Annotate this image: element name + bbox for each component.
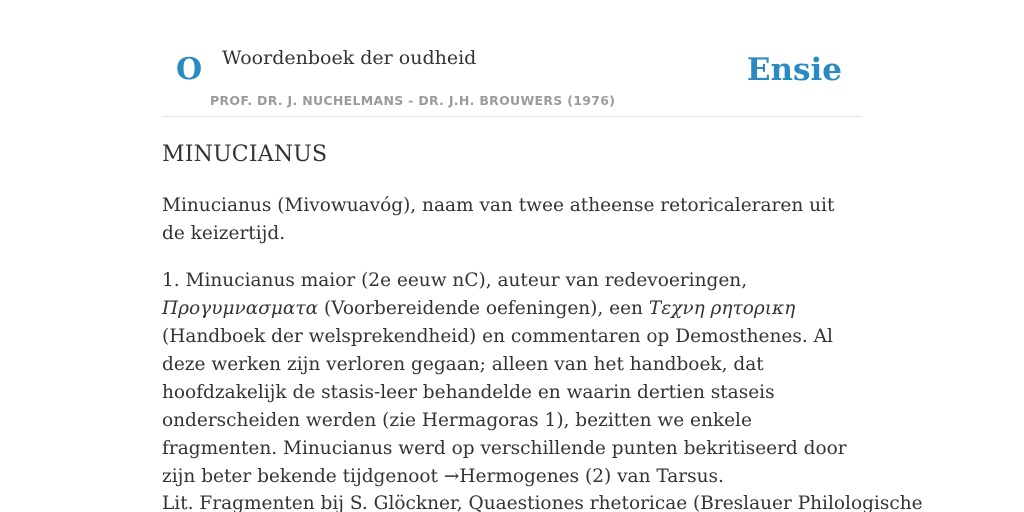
entry-intro: Minucianus (Mivowuavóg), naam van twee atheense retoricaleraren uit de keizertijd.: [162, 195, 835, 244]
literature-line: Lit. Fragmenten bij S. Glöckner, Quaestiones rhetoricae (Breslauer Philologische: [162, 493, 923, 512]
entry-paragraph: [162, 267, 862, 491]
letter-badge[interactable]: O: [176, 52, 203, 87]
paragraph-text: 1. Minucianus maior (2e eeuw nC), auteur van redevoeringen,: [162, 270, 748, 291]
book-title[interactable]: Woordenboek der oudheid: [222, 47, 477, 69]
entry-title: MINUCIANUS: [162, 142, 328, 167]
paragraph-text: (2) van Tarsus.: [579, 466, 724, 487]
greek-title: Τεχνη ρητορικη: [648, 298, 796, 319]
book-authors: PROF. DR. J. NUCHELMANS - DR. J.H. BROUWERS (1976): [210, 93, 616, 108]
ensie-logo[interactable]: Ensie: [746, 52, 842, 88]
header: [162, 0, 862, 117]
hermogenes-link[interactable]: →Hermogenes: [443, 466, 580, 487]
greek-title: Προγυμνασματα: [162, 298, 319, 319]
page: [162, 0, 923, 512]
paragraph-text: (Voorbereidende oefeningen), een: [318, 298, 649, 319]
paragraph-text: (Handboek der welsprekendheid) en commentaren op Demosthenes. Al deze werken zijn verloren gegaan; alleen van het handboek, dat hoofdzakelijk de stasis-leer behandelde en waarin dertien staseis onderscheiden werden (zie Hermagoras 1), bezitten we enkele fragmenten. Minucianus werd op verschillende punten bekritiseerd door zijn beter bekende tijdgenoot: [162, 326, 847, 487]
